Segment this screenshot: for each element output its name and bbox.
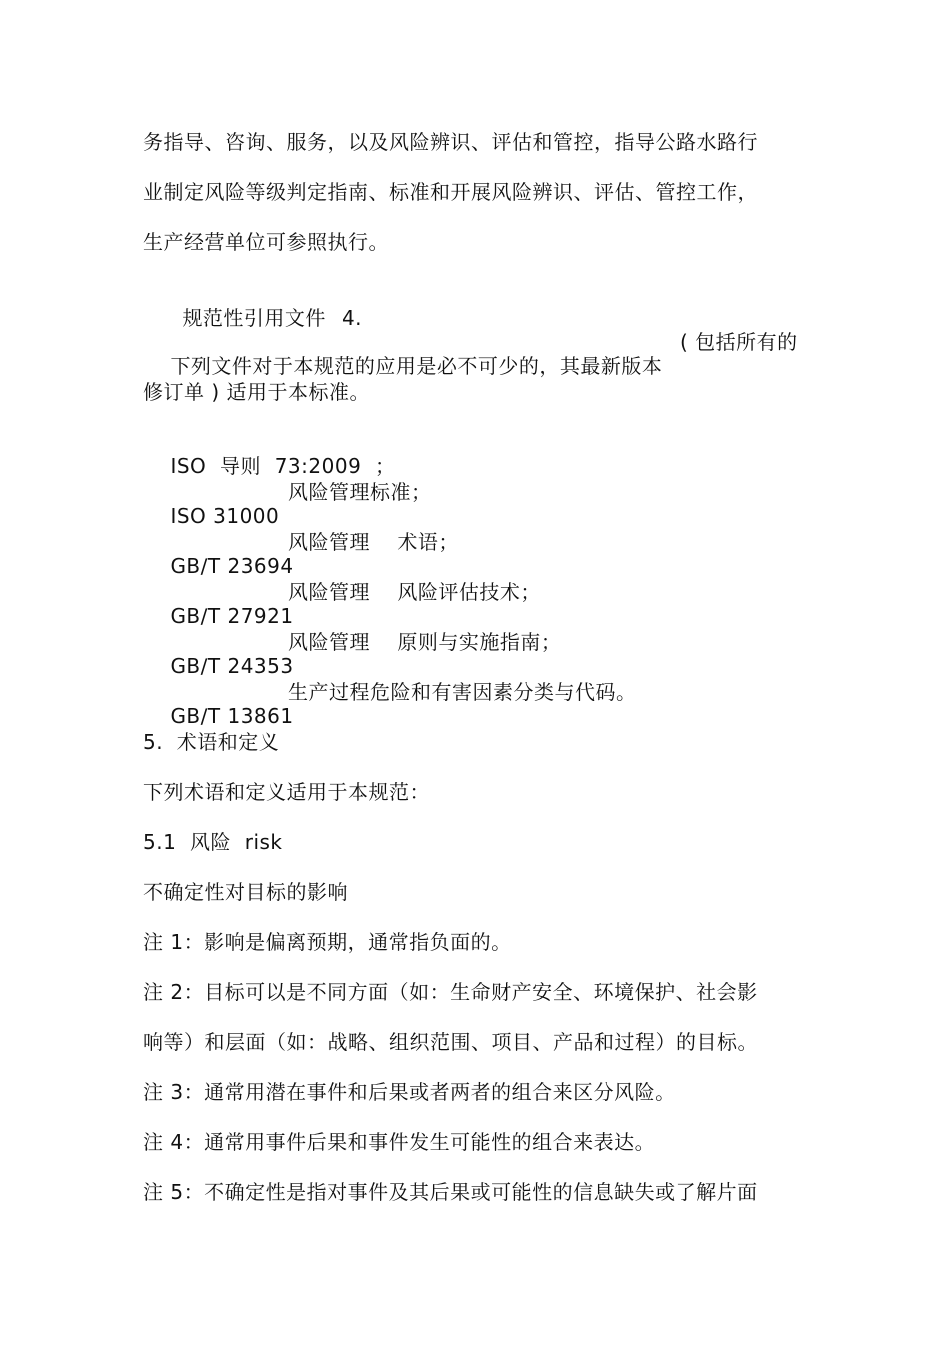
reference-code: ISO 导则 73:2009 ；: [170, 454, 396, 478]
reference-code: GB∕T 13861: [170, 704, 294, 728]
paragraph-line: 业制定风险等级判定指南、标准和开展风险辨识、评估、管控工作，: [143, 180, 758, 204]
section-5-heading: 5. 术语和定义: [143, 730, 280, 754]
term-heading: 5.1 风险 risk: [143, 830, 283, 854]
reference-code: GB∕T 24353: [170, 654, 294, 678]
note-line: 注 1：影响是偏离预期，通常指负面的。: [143, 930, 512, 954]
reference-title: 风险管理 术语；: [288, 530, 459, 554]
section-4-number: 4.: [341, 306, 363, 330]
note-line: 注 5：不确定性是指对事件及其后果或可能性的信息缺失或了解片面: [143, 1180, 758, 1204]
paragraph-line: 务指导、咨询、服务，以及风险辨识、评估和管控，指导公路水路行: [143, 130, 758, 154]
reference-title: 风险管理 风险评估技术；: [288, 580, 541, 604]
reference-title: 风险管理 原则与实施指南；: [288, 630, 562, 654]
section-4-intro-part3: 修订单 ) 适用于本标准。: [143, 380, 371, 404]
reference-code: GB∕T 23694: [170, 554, 294, 578]
note-line: 注 2：目标可以是不同方面（如：生命财产安全、环境保护、社会影: [143, 980, 758, 1004]
note-line: 响等）和层面（如：战略、组织范围、项目、产品和过程）的目标。: [143, 1030, 758, 1054]
section-4-intro-line: [143, 330, 798, 426]
reference-item: [143, 680, 637, 776]
reference-title: 风险管理标准；: [288, 480, 432, 504]
note-line: 注 3：通常用潜在事件和后果或者两者的组合来区分风险。: [143, 1080, 676, 1104]
reference-code: ISO 31000: [170, 504, 280, 528]
section-4-title: 规范性引用文件: [182, 306, 326, 330]
paragraph-line: 生产经营单位可参照执行。: [143, 230, 389, 254]
section-4-intro-part2: ( 包括所有的: [680, 330, 798, 354]
reference-code: GB∕T 27921: [170, 604, 294, 628]
reference-title: 生产过程危险和有害因素分类与代码。: [288, 680, 637, 704]
term-definition: 不确定性对目标的影响: [143, 880, 348, 904]
section-5-intro: 下列术语和定义适用于本规范：: [143, 780, 430, 804]
note-line: 注 4：通常用事件后果和事件发生可能性的组合来表达。: [143, 1130, 656, 1154]
section-4-intro-part1: 下列文件对于本规范的应用是必不可少的，其最新版本: [170, 354, 663, 378]
